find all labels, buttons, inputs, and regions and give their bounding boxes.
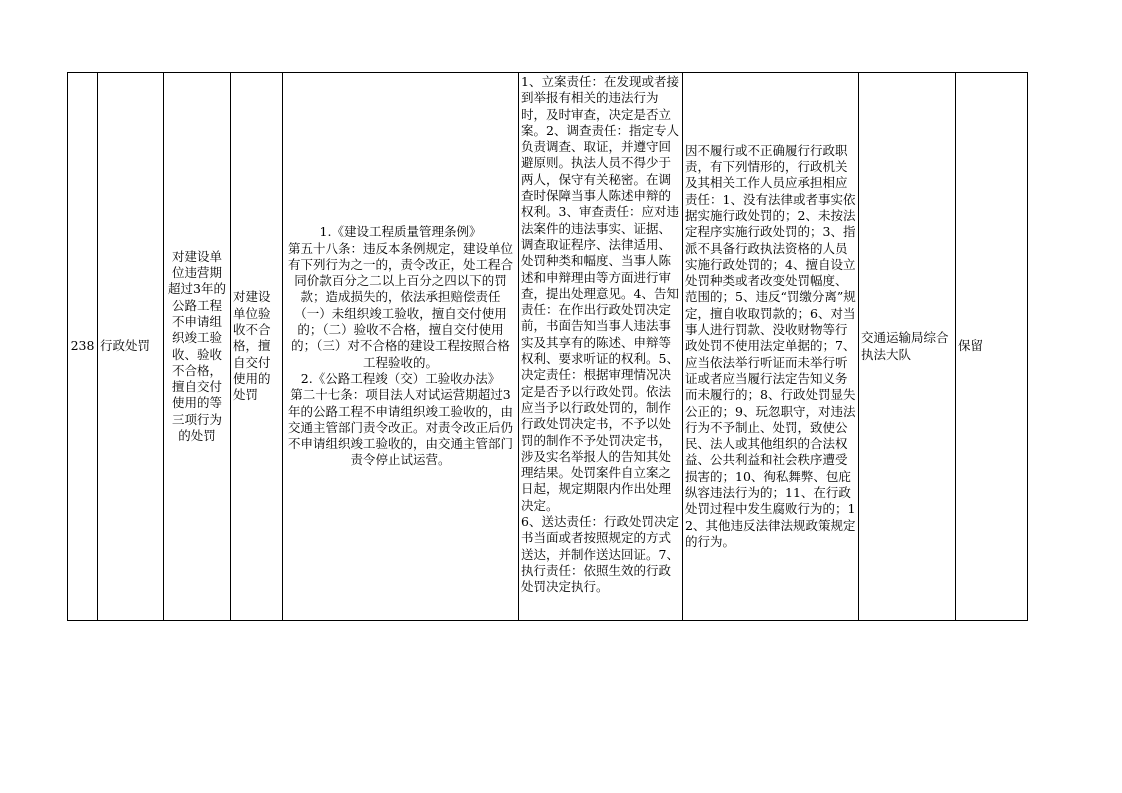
implementing-department: 交通运输局综合执法大队 (859, 73, 956, 621)
power-list-table (67, 72, 1028, 621)
sub-item-name: 对建设单位验收不合格，擅自交付使用的处罚 (231, 73, 283, 621)
table-row (68, 73, 1028, 621)
basis-title-2: 2.《公路工程竣（交）工验收办法》 (300, 370, 501, 386)
power-category: 行政处罚 (98, 73, 164, 621)
responsibility-paragraph-2: 6、送达责任：行政处罚决定书当面或者按照规定的方式送达，并制作送达回证。7、执行责任：依照生效的行政处罚决定执行。 (521, 514, 679, 595)
responsibility-paragraph-1: 1、立案责任：在发现或者接到举报有相关的违法行为时，及时审查，决定是否立案。2、调查责任：指定专人负责调查、取证，并遵守回避原则。执法人员不得少于两人，保守有关秘密。在调查时保障当事人陈述申辩的权利。3、审查责任：应对违法案件的违法事实、证据、调查取证程序、法律适用、处罚种类和幅度、当事人陈述和申辩理由等方面进行审查，提出处理意见。4、告知责任：在作出行政处罚决定前，书面告知当事人违法事实及其享有的陈述、申辩等权利、要求听证的权利。5、决定责任：根据审理情况决定是否予以行政处罚。依法应当予以行政处罚的，制作行政处罚决定书，不予以处罚的制作不予处罚决定书，涉及实名举报人的告知其处理结果。处罚案件自立案之日起，规定期限内作出处理决定。 (521, 74, 679, 513)
sequence-number: 238 (68, 73, 98, 621)
remark: 保留 (956, 73, 1028, 621)
item-name: 对建设单位违营期超过3年的公路工程不申请组织竣工验收、验收不合格，擅自交付使用的等三项行为的处罚 (164, 73, 231, 621)
basis-title-1: 1.《建设工程质量管理条例》 (319, 224, 482, 240)
basis-text-2: 第二十七条：项目法人对试运营期超过3年的公路工程不申请组织竣工验收的，由交通主管部门责令改正。对责令改正后仍不申请组织竣工验收的，由交通主管部门责令停止试运营。 (287, 387, 513, 468)
responsibility-items (519, 73, 683, 621)
basis-text-1: 第五十八条：违反本条例规定，建设单位有下列行为之一的，责令改正，处工程合同价款百分之二以上百分之四以下的罚款；造成损失的，依法承担赔偿责任（一）未组织竣工验收，擅自交付使用的；（二）验收不合格，擅自交付使用的；（三）对不合格的建设工程按照合格工程验收的。 (287, 240, 513, 370)
accountability-cases: 因不履行或不正确履行行政职责，有下列情形的，行政机关及其相关工作人员应承担相应责任：1、没有法律或者事实依据实施行政处罚的；2、未按法定程序实施行政处罚的；3、指派不具备行政执法资格的人员实施行政处罚的；4、擅自设立处罚种类或者改变处罚幅度、范围的；5、违反“罚缴分离”规定，擅自收取罚款的；6、对当事人进行罚款、没收财物等行政处罚不使用法定单据的；7、应当依法举行听证而未举行听证或者应当履行法定告知义务而未履行的；8、行政处罚显失公正的；9、玩忽职守，对违法行为不予制止、处罚，致使公民、法人或其他组织的合法权益、公共利益和社会秩序遭受损害的；10、徇私舞弊、包庇纵容违法行为的；11、在行政处罚过程中发生腐败行为的；12、其他违反法律法规政策规定的行为。 (683, 73, 859, 621)
legal-basis (283, 73, 519, 621)
